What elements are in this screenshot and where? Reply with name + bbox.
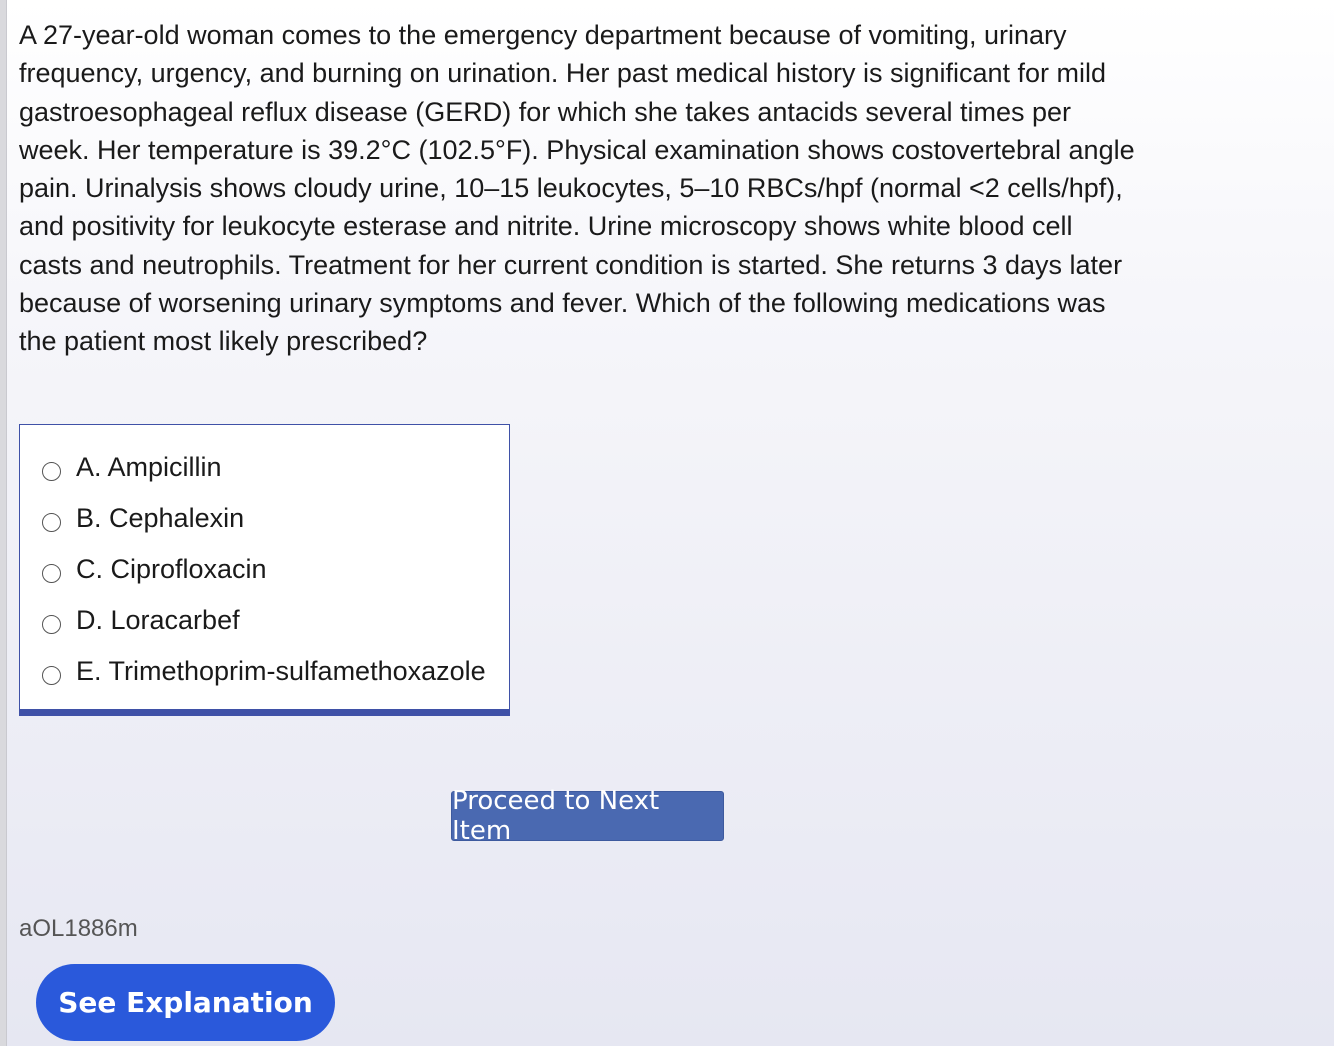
option-c[interactable] [42,549,267,589]
radio-button[interactable] [42,615,61,634]
option-label: E. Trimethoprim-sulfamethoxazole [76,655,486,686]
radio-button[interactable] [42,666,61,685]
question-id: aOL1886m [19,915,138,942]
radio-button[interactable] [42,462,61,481]
option-label: B. Cephalexin [76,502,245,533]
radio-button[interactable] [42,513,61,532]
option-a[interactable] [42,447,222,487]
left-border [0,0,7,1046]
question-stem: A 27-year-old woman comes to the emergency department because of vomiting, urinary frequency, urgency, and burning on urination. Her past medical history is significant for mild gastroesophageal reflux disease (GERD) for which she takes antacids several times per week. Her temperature is 39.2°C (102.5°F). Physical examination shows costovertebral angle pain. Urinalysis shows cloudy urine, 10–15 leukocytes, 5–10 RBCs/hpf (normal <2 cells/hpf), and positivity for leukocyte esterase and nitrite. Urine microscopy shows white blood cell casts and neutrophils. Treatment for her current condition is started. She returns 3 days later because of worsening urinary symptoms and fever. Which of the following medications was the patient most likely prescribed? [19,20,1135,357]
option-d[interactable] [42,600,240,640]
option-label: A. Ampicillin [76,451,222,482]
option-label: D. Loracarbef [76,604,240,635]
radio-button[interactable] [42,564,61,583]
option-b[interactable] [42,498,244,538]
proceed-next-button[interactable]: Proceed to Next Item [451,791,724,841]
answer-choices [19,424,510,716]
option-e[interactable] [42,651,486,691]
see-explanation-button[interactable]: See Explanation [36,964,335,1041]
option-label: C. Ciprofloxacin [76,553,267,584]
